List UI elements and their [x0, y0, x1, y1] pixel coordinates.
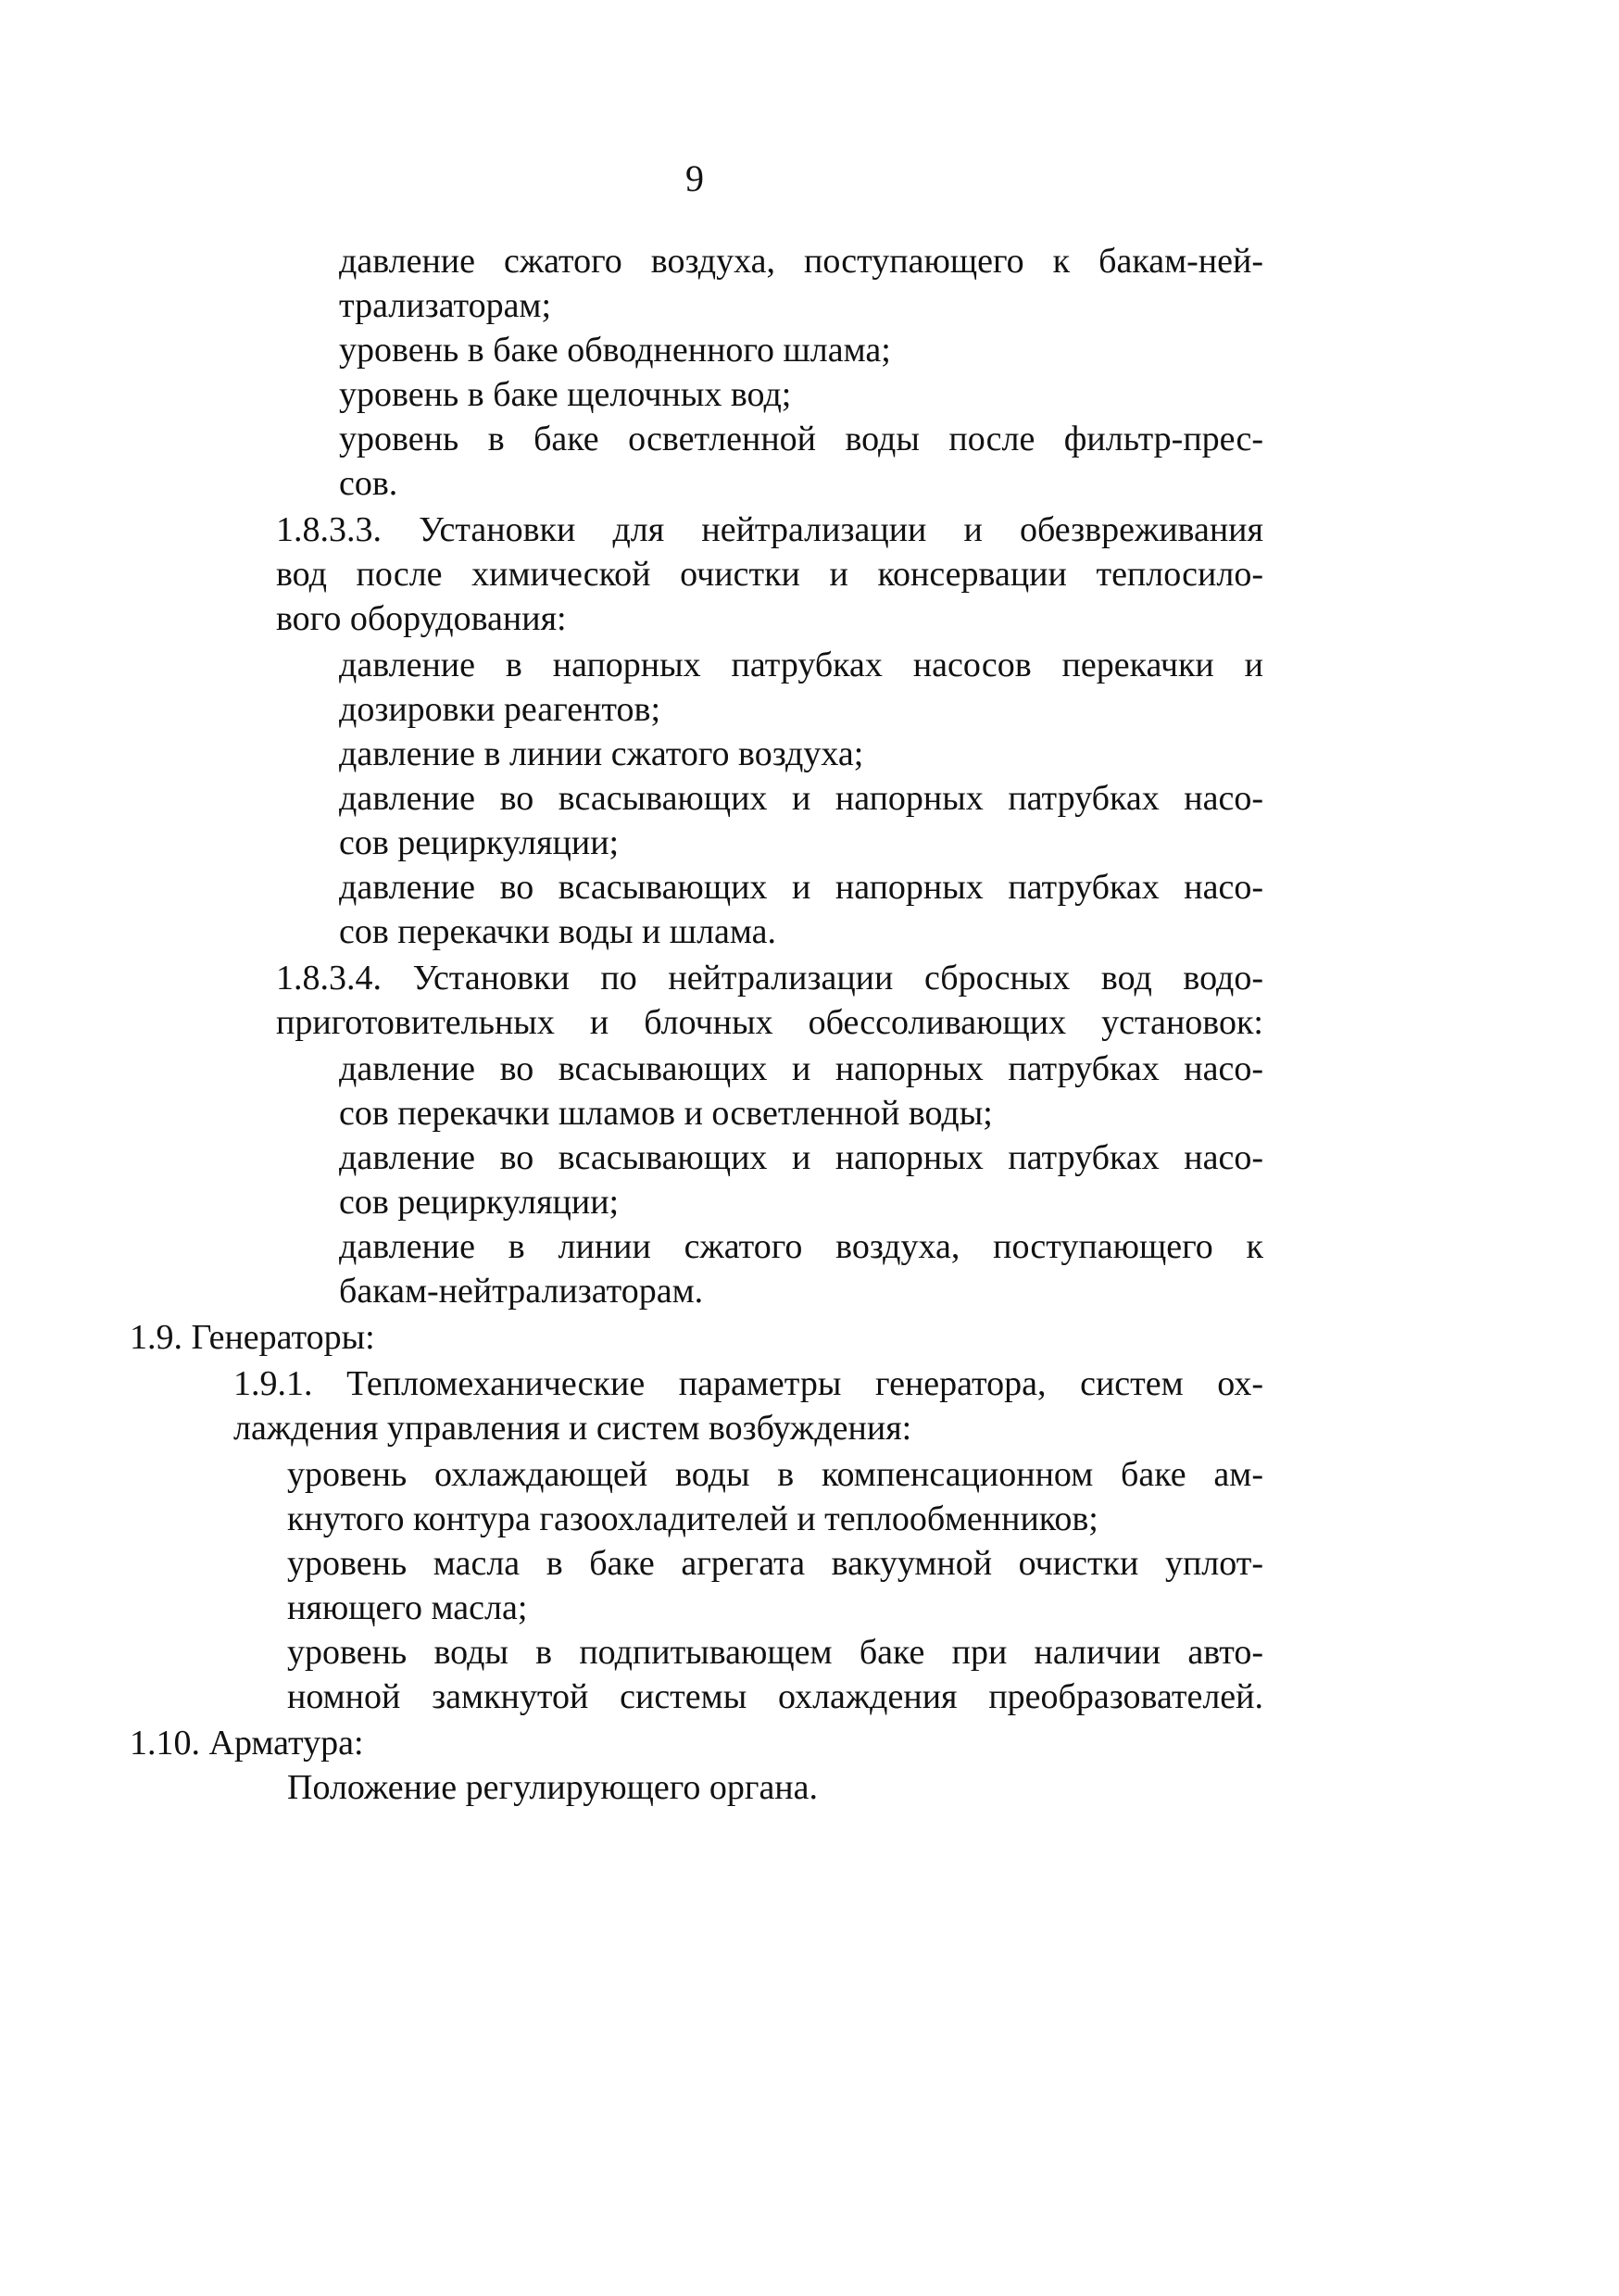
- page-number: 9: [685, 157, 704, 199]
- text-line: давление в линии сжатого воздуха, поступающего к: [339, 1227, 1263, 1266]
- text-line: вод после химической очистки и консервации теплосило-: [276, 555, 1263, 594]
- text-line: уровень масла в баке агрегата вакуумной очистки уплот-: [287, 1544, 1263, 1583]
- text-line: приготовительных и блочных обессоливающих установок:: [276, 1003, 1263, 1042]
- text-line: давление во всасывающих и напорных патрубках насо-: [339, 1138, 1263, 1177]
- text-line: сов рециркуляции;: [339, 823, 620, 862]
- text-line: сов перекачки шламов и осветленной воды;: [339, 1094, 993, 1133]
- text-line: уровень в баке осветленной воды после фильтр-прес-: [339, 420, 1263, 458]
- section-heading-1-10: 1.10. Арматура:: [130, 1724, 364, 1763]
- text-line: сов перекачки воды и шлама.: [339, 912, 777, 951]
- text-line: сов.: [339, 464, 398, 503]
- text-line: Положение регулирующего органа.: [287, 1768, 819, 1807]
- section-heading-1-8-3-4: 1.8.3.4. Установки по нейтрализации сбросных вод водо-: [276, 959, 1263, 997]
- section-heading-1-9: 1.9. Генераторы:: [130, 1318, 375, 1357]
- text-line: давление в линии сжатого воздуха;: [339, 734, 864, 773]
- text-line: уровень в баке обводненного шлама;: [339, 331, 891, 370]
- text-line: бакам-нейтрализаторам.: [339, 1272, 704, 1311]
- text-line: сов рециркуляции;: [339, 1183, 620, 1222]
- section-heading-1-8-3-3: 1.8.3.3. Установки для нейтрализации и обезвреживания: [276, 510, 1263, 549]
- text-line: кнутого контура газоохладителей и теплообменников;: [287, 1499, 1098, 1538]
- text-line: уровень воды в подпитывающем баке при наличии авто-: [287, 1633, 1263, 1672]
- text-line: няющего масла;: [287, 1588, 528, 1627]
- section-heading-1-9-1: 1.9.1. Тепломеханические параметры генератора, систем ох-: [233, 1364, 1263, 1403]
- text-line: давление сжатого воздуха, поступающего к бакам-ней-: [339, 242, 1263, 281]
- text-line: давление в напорных патрубках насосов перекачки и: [339, 646, 1263, 684]
- text-line: лаждения управления и систем возбуждения:: [233, 1409, 912, 1448]
- text-line: давление во всасывающих и напорных патрубках насо-: [339, 868, 1263, 907]
- text-line: дозировки реагентов;: [339, 690, 661, 729]
- text-line: номной замкнутой системы охлаждения преобразователей.: [287, 1677, 1263, 1716]
- text-line: вого оборудования:: [276, 599, 567, 638]
- text-line: давление во всасывающих и напорных патрубках насо-: [339, 1049, 1263, 1088]
- text-line: уровень в баке щелочных вод;: [339, 375, 792, 414]
- text-line: давление во всасывающих и напорных патрубках насо-: [339, 779, 1263, 818]
- text-line: уровень охлаждающей воды в компенсационном баке ам-: [287, 1455, 1263, 1494]
- text-line: трализаторам;: [339, 286, 552, 325]
